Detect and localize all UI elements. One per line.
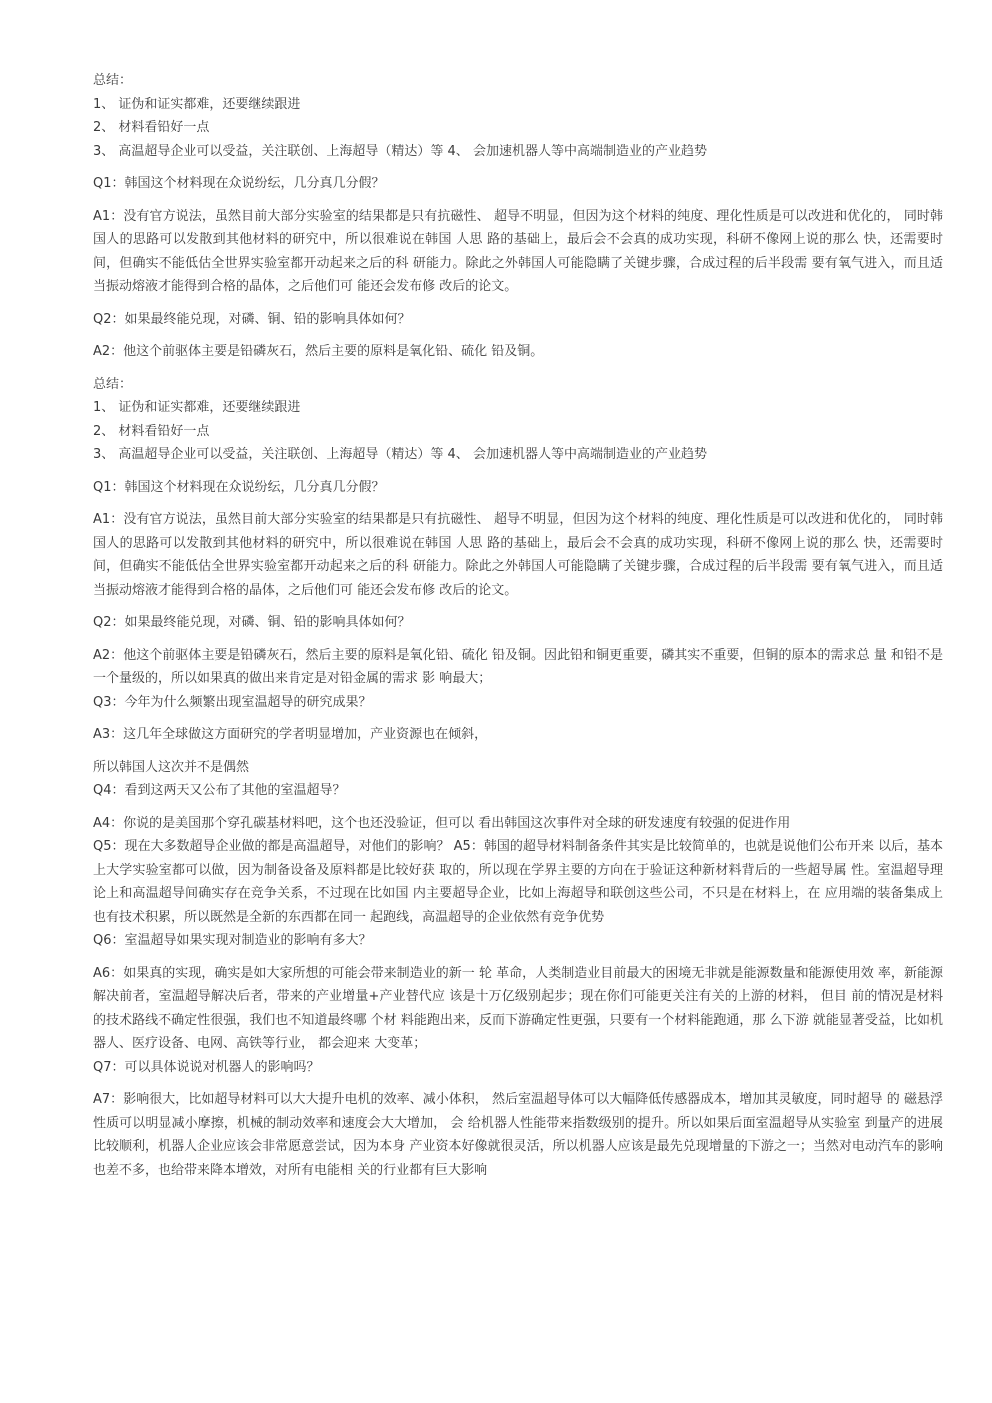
question-2: Q2：如果最终能兑现，对磷、铜、铅的影响具体如何？ — [93, 615, 411, 630]
summary-item-2: 2、 材料看铅好一点 — [93, 120, 210, 135]
answer-7: A7：影响很大，比如超导材料可以大大提升电机的效率、减小体积， 然后室温超导体可以大幅降低传感器成本，增加其灵敏度，同时超导 的 磁悬浮性质可以明显减小摩擦，机械的制动效率和速度会大大增加， 会 给机器人性能带来指数级别的提升。所以如果后面室温超导从实验室 到量产的进展比较顺利，机器人企业应该会非常愿意尝试，因为本身 产业资本好像就很灵活，所以机器人应该是最先兑现增量的下游之一；当然对电动汽车的影响也差不多，也给带来降本增效，对所有电能相 关的行业都有巨大影响 — [93, 1092, 943, 1178]
answer-6: A6：如果真的实现，确实是如大家所想的可能会带来制造业的新一 轮 革命，人类制造业目前最大的困境无非就是能源数量和能源使用效 率，新能源解决前者，室温超导解决后者，带来的产业增量+产业替代应 该是十万亿级别起步；现在你们可能更关注有关的上游的材料， 但目 前的情况是材料的技术路线不确定性很强，我们也不知道最终哪 个材 料能跑出来，反而下游确定性更强，只要有一个材料能跑通，那 么下游 就能显著受益，比如机器人、医疗设备、电网、高铁等行业， 都会迎来 大变革； — [93, 965, 943, 1051]
question-7: Q7：可以具体说说对机器人的影响吗？ — [93, 1059, 320, 1075]
summary-item-1: 1、 证伪和证实都难，还要继续跟进 — [93, 400, 301, 415]
summary-title: 总结： — [93, 73, 133, 88]
summary-item-3: 3、 高温超导企业可以受益，关注联创、上海超导（精达）等 4、 会加速机器人等中高端制造业的产业趋势 — [93, 447, 707, 462]
answer-2: A2：他这个前驱体主要是铅磷灰石，然后主要的原料是氧化铅、硫化 铅及铜。 — [93, 344, 544, 359]
answer-1: A1：没有官方说法，虽然目前大部分实验室的结果都是只有抗磁性、 超导不明显，但因为这个材料的纯度、理化性质是可以改进和优化的， 同时韩国人的思路可以发散到其他材料的研究中，所以很难说在韩国 人思 路的基础上，最后会不会真的成功实现，科研不像网上说的那么 快，还需要时间，但确实不能低估全世界实验室都开动起来之后的科 研能力。除此之外韩国人可能隐瞒了关键步骤，合成过程的后半段需 要有氧气进入，而且适当振动熔液才能得到合格的晶体，之后他们可 能还会发布修 改后的论文。 — [93, 512, 943, 598]
question-6: Q6：室温超导如果实现对制造业的影响有多大？ — [93, 933, 372, 948]
answer-4: A4：你说的是美国那个穿孔碳基材料吧，这个也还没验证，但可以 看出韩国这次事件对全球的研发速度有较强的促进作用 — [93, 815, 791, 831]
question-5-answer-5: Q5：现在大多数超导企业做的都是高温超导，对他们的影响？ A5：韩国的超导材料制备条件其实是比较简单的，也就是说他们公布开来 以后，基本上大学实验室都可以做，因为制备设备及原料都是比较好获 取的，所以现在学界主要的方向在于验证这种新材料背后的一些超导属 性。室温超导理论上和高温超导间确实存在竞争关系，不过现在比如国 内主要超导企业，比如上海超导和联创这些公司，不只是在材料上，在 应用端的装备集成上也有技术积累，所以既然是全新的东西都在同一 起跑线，高温超导的企业依然有竞争优势 — [93, 839, 944, 925]
question-1: Q1：韩国这个材料现在众说纷纭，几分真几分假？ — [93, 176, 385, 191]
summary-title: 总结： — [93, 376, 133, 392]
question-1: Q1：韩国这个材料现在众说纷纭，几分真几分假？ — [93, 479, 385, 495]
question-2: Q2：如果最终能兑现，对磷、铜、铅的影响具体如何？ — [93, 311, 411, 327]
answer-3-line-1: A3：这几年全球做这方面研究的学者明显增加，产业资源也在倾斜， — [93, 727, 488, 742]
summary-item-1: 1、 证伪和证实都难，还要继续跟进 — [93, 96, 301, 112]
answer-1: A1：没有官方说法，虽然目前大部分实验室的结果都是只有抗磁性、 超导不明显，但因为这个材料的纯度、理化性质是可以改进和优化的， 同时韩国人的思路可以发散到其他材料的研究中，所以很难说在韩国 人思 路的基础上，最后会不会真的成功实现，科研不像网上说的那么 快，还需要时间，但确实不能低估全世界实验室都开动起来之后的科 研能力。除此之外韩国人可能隐瞒了关键步骤，合成过程的后半段需 要有氧气进入，而且适当振动熔液才能得到合格的晶体，之后他们可 能还会发布修 改后的论文。 — [93, 208, 943, 294]
section-1 — [93, 69, 943, 364]
summary-item-3: 3、 高温超导企业可以受益，关注联创、上海超导（精达）等 4、 会加速机器人等中高端制造业的产业趋势 — [93, 143, 707, 159]
document-page — [93, 69, 943, 1182]
question-4: Q4：看到这两天又公布了其他的室温超导？ — [93, 783, 346, 798]
section-2 — [93, 373, 943, 1183]
question-3: Q3：今年为什么频繁出现室温超导的研究成果？ — [93, 694, 372, 710]
summary-item-2: 2、 材料看铅好一点 — [93, 423, 210, 439]
answer-2: A2：他这个前驱体主要是铅磷灰石，然后主要的原料是氧化铅、硫化 铅及铜。因此铅和铜更重要，磷其实不重要，但铜的原本的需求总 量 和铅不是一个量级的，所以如果真的做出来肯定是对铅金属的需求 影 响最大； — [93, 647, 943, 686]
answer-3-line-2: 所以韩国人这次并不是偶然 — [93, 759, 250, 775]
